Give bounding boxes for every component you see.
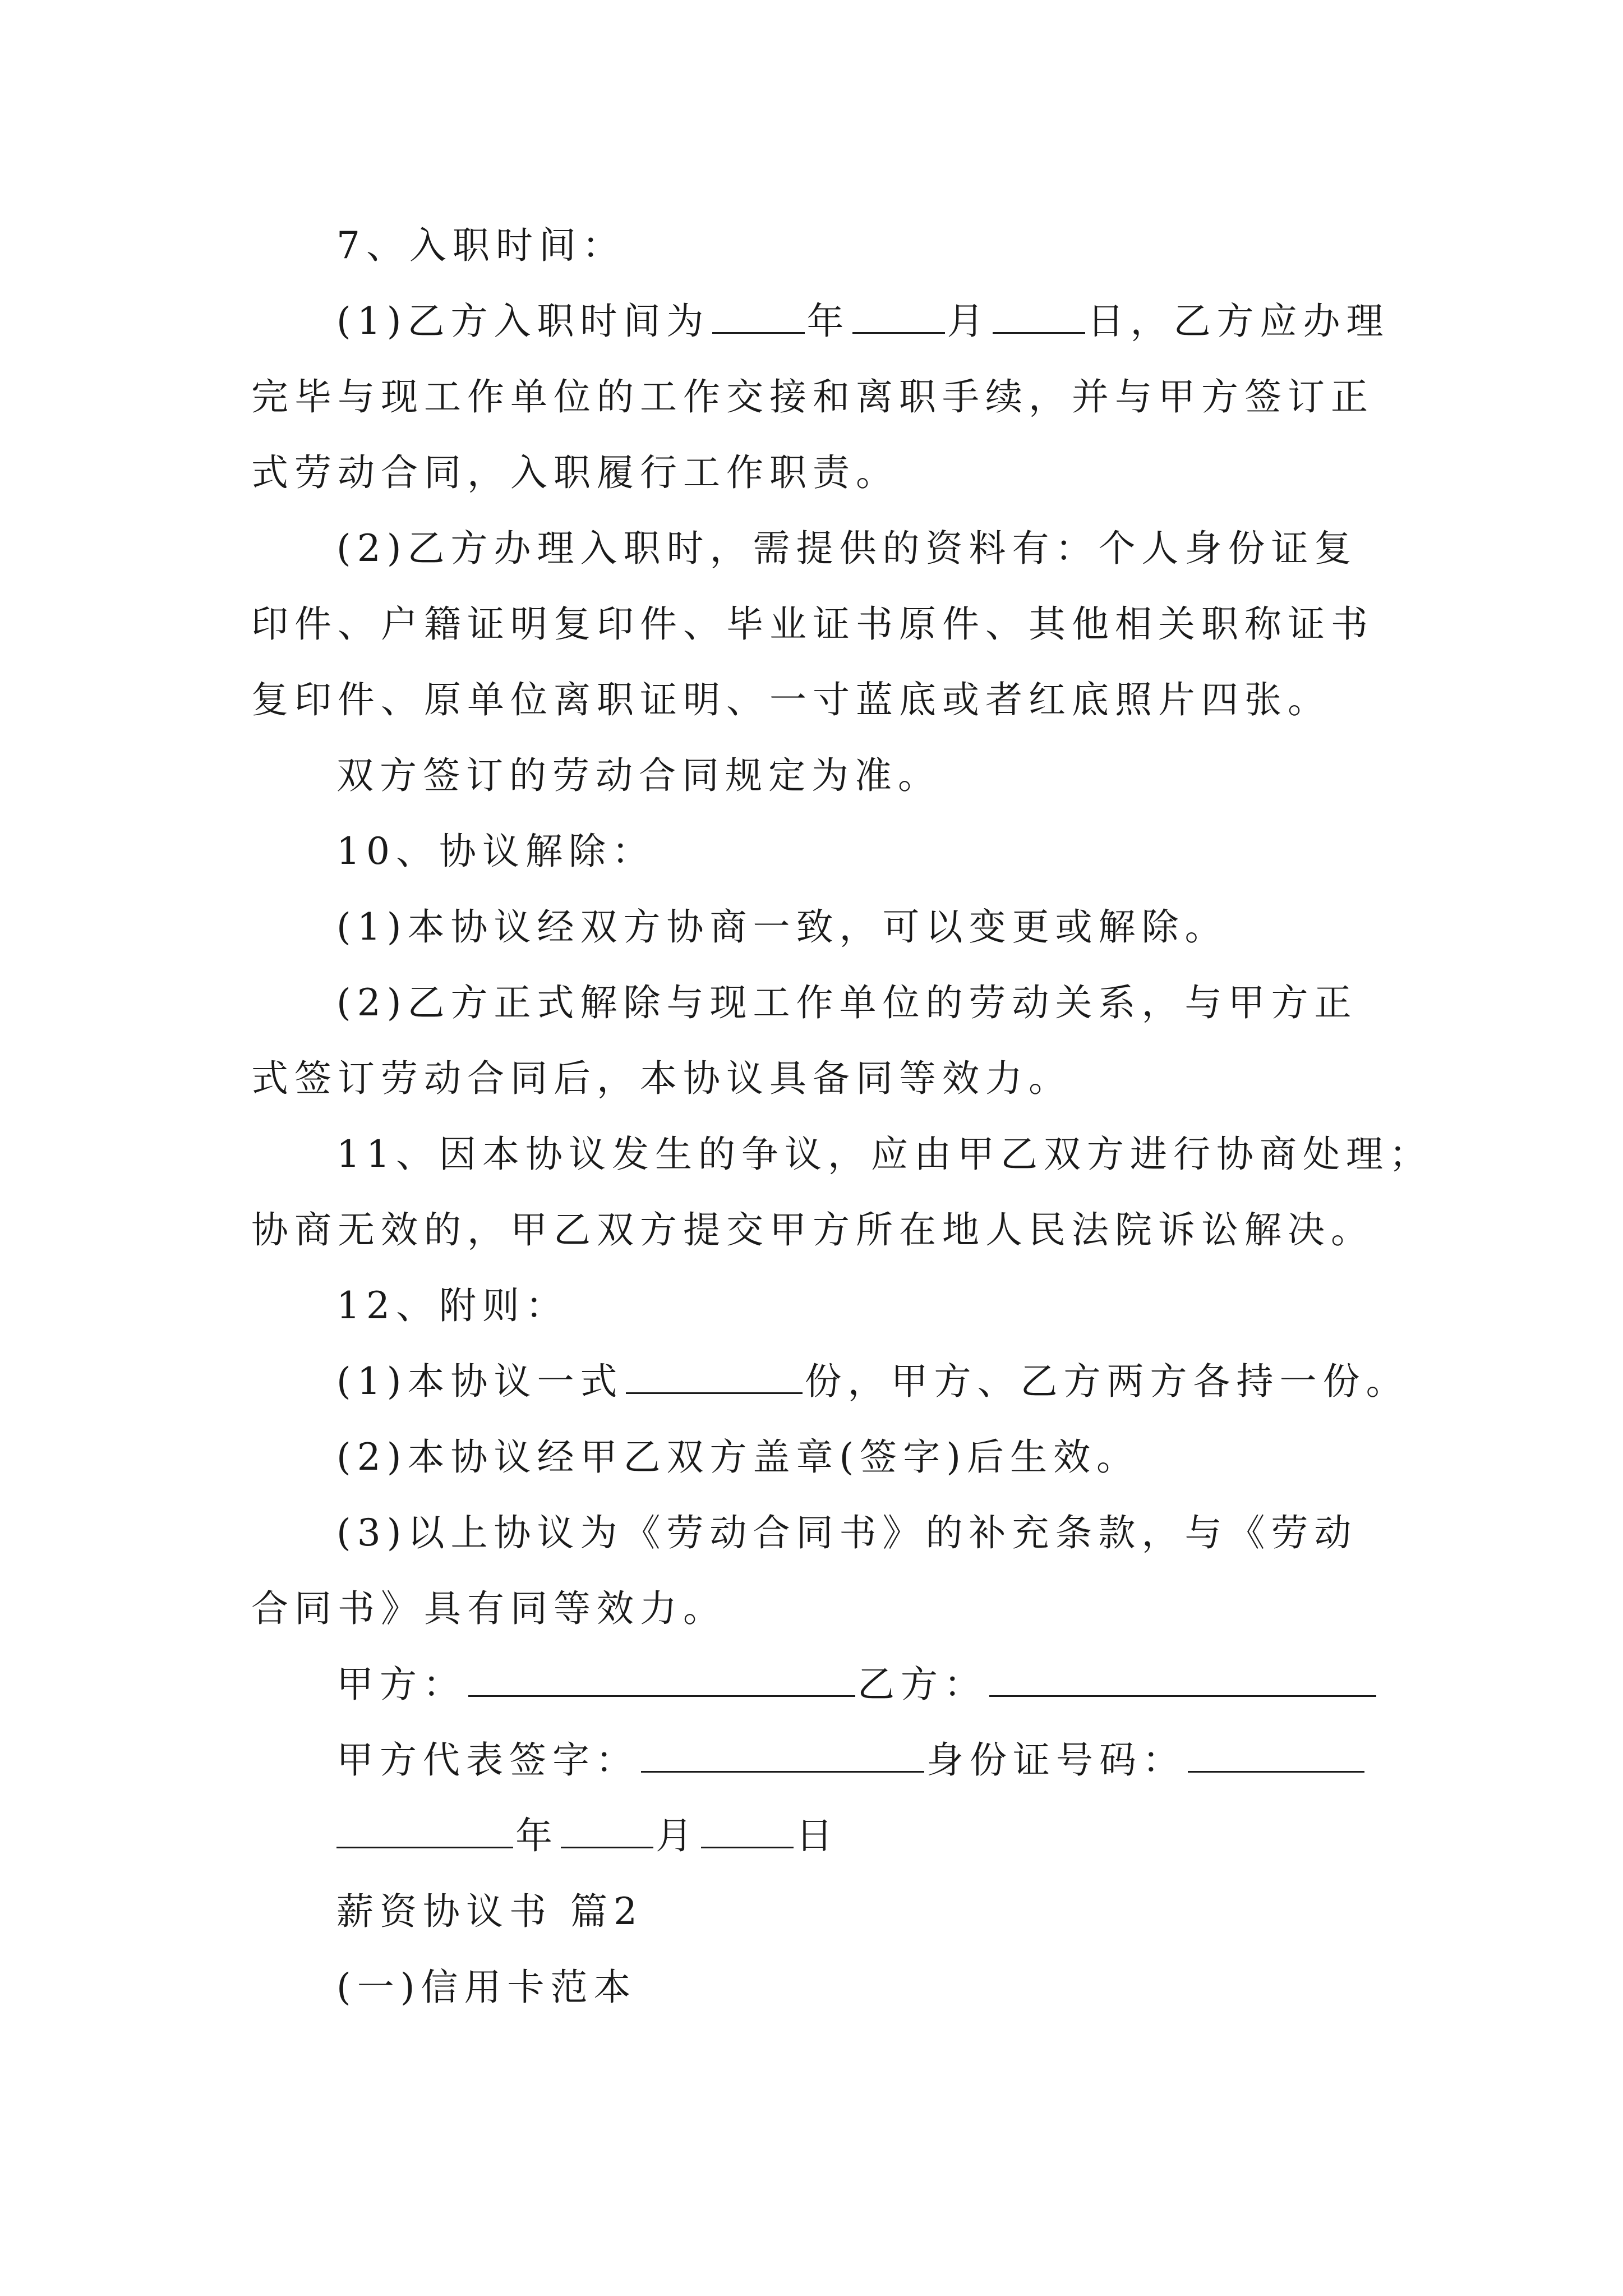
section-12-1 [336,1356,1409,1407]
section-7-1-line-1 [336,296,1390,347]
section-12-3-line-2: 合同书》具有同等效力。 [251,1587,726,1630]
section-7-2-line-2: 印件、户籍证明复印件、毕业证书原件、其他相关职称证书 [251,602,1374,646]
section-7-2-line-1: (2)乙方办理入职时，需提供的资料有：个人身份证复 [336,527,1358,570]
subheading-credit-card: (一)信用卡范本 [336,1966,637,2009]
date-year-blank [336,1812,513,1848]
date-year-label: 年 [515,1814,559,1857]
text-segment: (1)本协议一式 [336,1360,624,1403]
party-line [336,1659,1378,1710]
id-number-label: 身份证号码： [926,1738,1186,1782]
party-a-label: 甲方： [336,1663,466,1706]
party-b-blank [989,1660,1376,1697]
section-7-1-line-3: 式劳动合同，入职履行工作职责。 [251,451,899,494]
date-month-blank [561,1812,653,1848]
day-blank [993,297,1085,334]
section-12-3-line-1: (3)以上协议为《劳动合同书》的补充条款，与《劳动 [336,1511,1358,1554]
section-7-2-line-3: 复印件、原单位离职证明、一寸蓝底或者红底照片四张。 [251,678,1331,721]
rep-sign-blank [641,1736,924,1773]
text-segment: 年 [806,300,850,343]
year-blank [712,297,805,334]
party-b-label: 乙方： [857,1663,987,1706]
section-12-2: (2)本协议经甲乙双方盖章(签字)后生效。 [336,1435,1140,1479]
section-11-line-2: 协商无效的，甲乙双方提交甲方所在地人民法院诉讼解决。 [251,1208,1374,1251]
copies-blank [626,1358,803,1394]
text-segment: (1)乙方入职时间为 [336,300,710,343]
section-10-2-line-1: (2)乙方正式解除与现工作单位的劳动关系，与甲方正 [336,981,1358,1024]
section-7-1-line-2: 完毕与现工作单位的工作交接和离职手续，并与甲方签订正 [251,375,1374,418]
date-day-blank [701,1812,794,1848]
section-10-1: (1)本协议经双方协商一致，可以变更或解除。 [336,905,1228,949]
id-number-blank [1188,1736,1364,1773]
section-12-title: 12、附则： [336,1284,569,1327]
signature-line [336,1735,1367,1786]
date-month-label: 月 [656,1814,699,1857]
section-11-line-1: 11、因本协议发生的争议，应由甲乙双方进行协商处理； [336,1133,1432,1176]
rep-sign-label: 甲方代表签字： [336,1738,639,1782]
section-10-title: 10、协议解除： [336,830,655,873]
text-segment: 份，甲方、乙方两方各持一份。 [804,1360,1409,1403]
section-7-title: 7、入职时间： [336,224,625,267]
text-segment: 月 [947,300,990,343]
contract-note: 双方签订的劳动合同规定为准。 [336,754,941,797]
heading-part-2: 薪资协议书 篇2 [336,1890,643,1933]
text-segment: 日，乙方应办理 [1087,300,1390,343]
date-day-label: 日 [796,1814,839,1857]
party-a-blank [468,1660,855,1697]
section-10-2-line-2: 式签订劳动合同后，本协议具备同等效力。 [251,1057,1072,1100]
month-blank [852,297,945,334]
date-line [336,1811,839,1861]
